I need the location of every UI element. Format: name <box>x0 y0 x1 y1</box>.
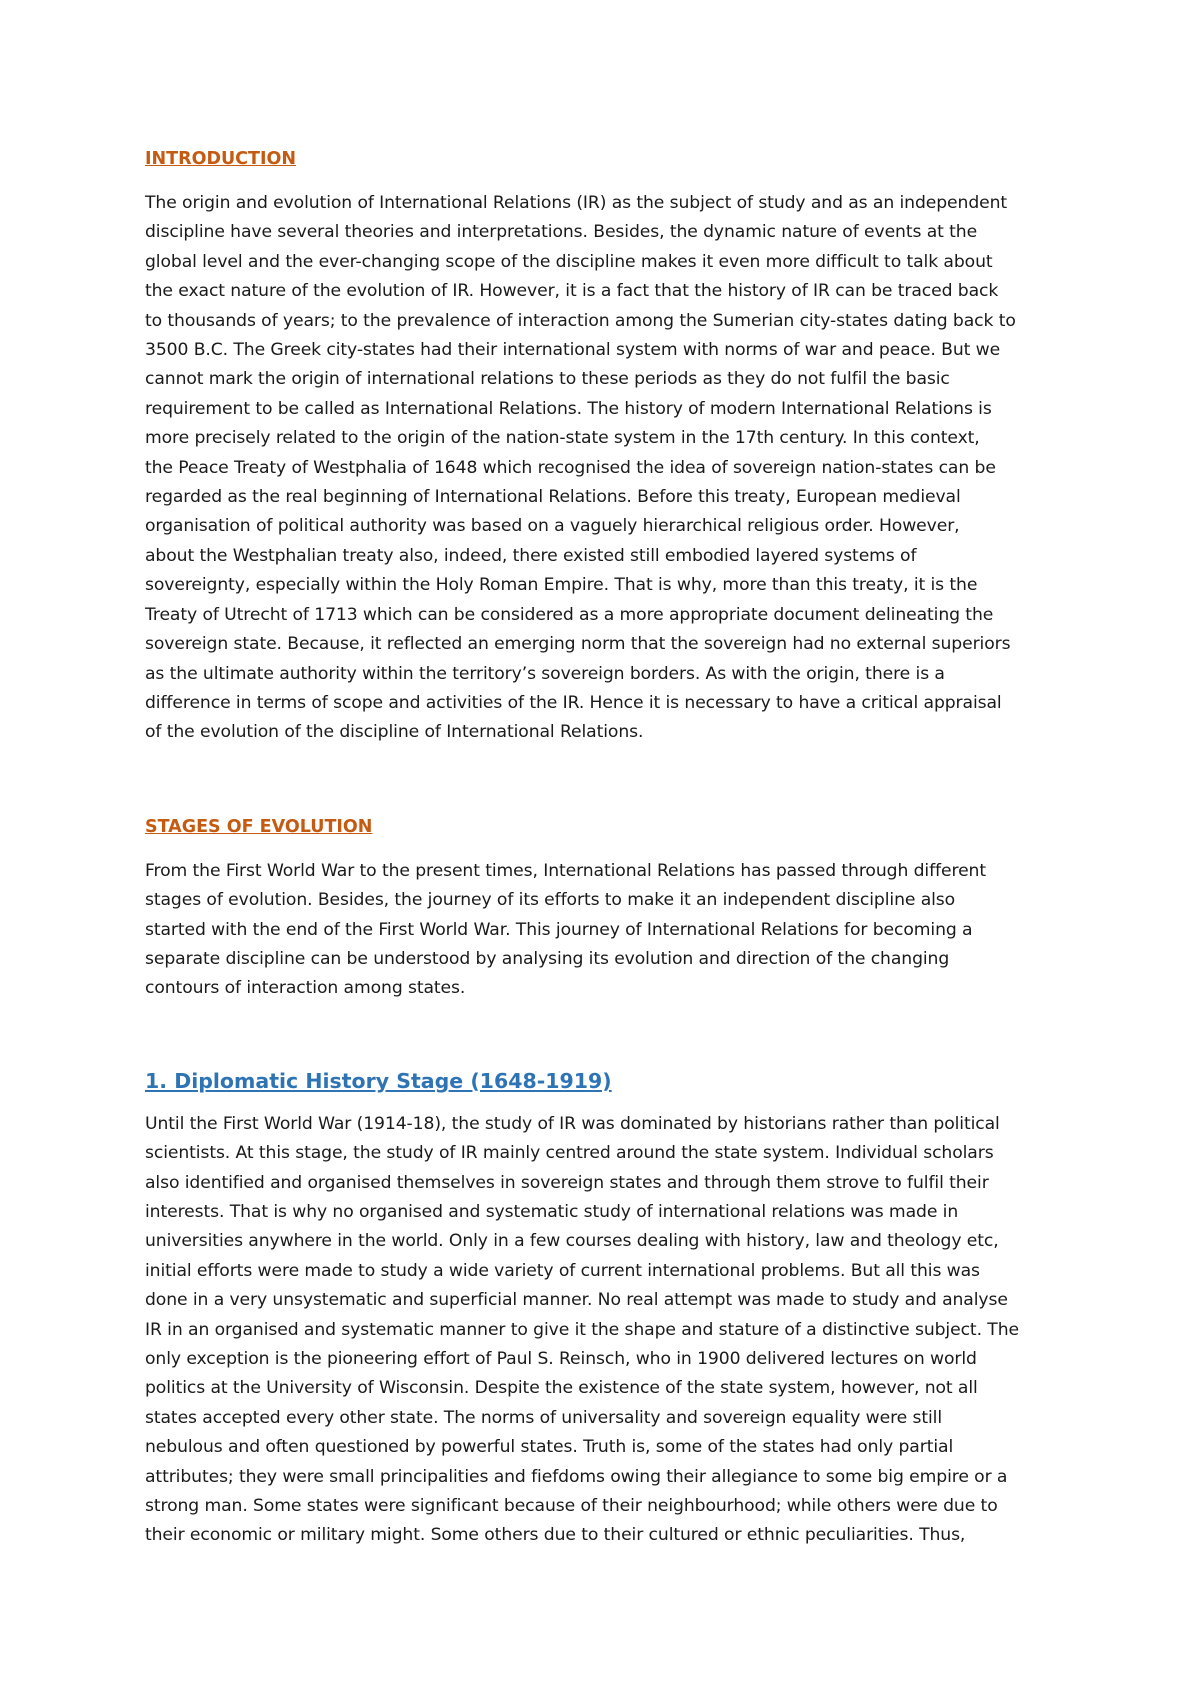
text-line: strong man. Some states were significant because of their neighbourhood; while others were due to <box>145 1496 998 1517</box>
text-line: interests. That is why no organised and systematic study of international relations was made in <box>145 1201 959 1222</box>
text-line: the Peace Treaty of Westphalia of 1648 which recognised the idea of sovereign nation-states can be <box>145 457 996 478</box>
diplomatic-history-heading[interactable]: 1. Diplomatic History Stage (1648-1919) <box>145 1068 612 1093</box>
text-line: nebulous and often questioned by powerful states. Truth is, some of the states had only partial <box>145 1437 954 1458</box>
text-line: From the First World War to the present times, International Relations has passed through different <box>145 860 986 881</box>
text-line: more precisely related to the origin of the nation-state system in the 17th century. In this context, <box>145 428 980 449</box>
text-line: initial efforts were made to study a wide variety of current international problems. But all this was <box>145 1260 980 1281</box>
text-line: global level and the ever-changing scope of the discipline makes it even more difficult to talk about <box>145 251 993 272</box>
text-line: sovereignty, especially within the Holy Roman Empire. That is why, more than this treaty, it is the <box>145 575 978 596</box>
document-page <box>145 146 1065 1551</box>
text-line: contours of interaction among states. <box>145 978 466 999</box>
text-line: attributes; they were small principalities and fiefdoms owing their allegiance to some big empire or a <box>145 1466 1008 1487</box>
text-line: as the ultimate authority within the territory’s sovereign borders. As with the origin, there is a <box>145 663 945 684</box>
text-line: regarded as the real beginning of International Relations. Before this treaty, European medieval <box>145 487 961 508</box>
introduction-paragraph <box>145 189 1065 748</box>
text-line: The origin and evolution of International Relations (IR) as the subject of study and as an independent <box>145 193 1008 213</box>
text-line: scientists. At this stage, the study of IR mainly centred around the state system. Individual scholars <box>145 1143 994 1164</box>
text-line: only exception is the pioneering effort of Paul S. Reinsch, who in 1900 delivered lectures on world <box>145 1349 977 1369</box>
text-line: IR in an organised and systematic manner to give it the shape and stature of a distinctive subject. The <box>145 1319 1019 1340</box>
text-line: stages of evolution. Besides, the journey of its efforts to make it an independent discipline also <box>145 890 956 911</box>
text-line: universities anywhere in the world. Only in a few courses dealing with history, law and theology etc, <box>145 1231 999 1252</box>
stages-paragraph <box>145 857 1065 1004</box>
diplomatic-history-paragraph <box>145 1110 1065 1551</box>
introduction-heading: INTRODUCTION <box>145 149 296 169</box>
text-line: requirement to be called as International Relations. The history of modern International Relations is <box>145 398 992 419</box>
text-line: the exact nature of the evolution of IR. However, it is a fact that the history of IR can be traced back <box>145 281 999 302</box>
text-line: 3500 B.C. The Greek city-states had their international system with norms of war and peace. But we <box>145 340 1001 361</box>
text-line: sovereign state. Because, it reflected an emerging norm that the sovereign had no external superiors <box>145 634 1011 655</box>
text-line: done in a very unsystematic and superficial manner. No real attempt was made to study and analyse <box>145 1290 1008 1311</box>
text-line: cannot mark the origin of international relations to these periods as they do not fulfil the basic <box>145 369 950 390</box>
text-line: their economic or military might. Some others due to their cultured or ethnic peculiarities. Thus, <box>145 1525 966 1546</box>
text-line: difference in terms of scope and activities of the IR. Hence it is necessary to have a critical appraisal <box>145 692 1002 713</box>
text-line: Until the First World War (1914-18), the study of IR was dominated by historians rather than political <box>145 1113 1000 1134</box>
stages-heading: STAGES OF EVOLUTION <box>145 816 373 837</box>
text-line: Treaty of Utrecht of 1713 which can be considered as a more appropriate document delineating the <box>145 604 994 625</box>
text-line: of the evolution of the discipline of International Relations. <box>145 722 644 743</box>
text-line: also identified and organised themselves in sovereign states and through them strove to fulfil their <box>145 1172 989 1193</box>
text-line: to thousands of years; to the prevalence of interaction among the Sumerian city-states dating back to <box>145 310 1016 331</box>
text-line: about the Westphalian treaty also, indeed, there existed still embodied layered systems of <box>145 545 917 566</box>
text-line: separate discipline can be understood by analysing its evolution and direction of the changing <box>145 948 950 969</box>
text-line: discipline have several theories and interpretations. Besides, the dynamic nature of events at the <box>145 222 978 243</box>
text-line: politics at the University of Wisconsin. Despite the existence of the state system, however, not all <box>145 1378 978 1399</box>
text-line: states accepted every other state. The norms of universality and sovereign equality were still <box>145 1407 943 1428</box>
text-line: started with the end of the First World War. This journey of International Relations for becoming a <box>145 919 973 940</box>
text-line: organisation of political authority was based on a vaguely hierarchical religious order. However, <box>145 516 960 537</box>
